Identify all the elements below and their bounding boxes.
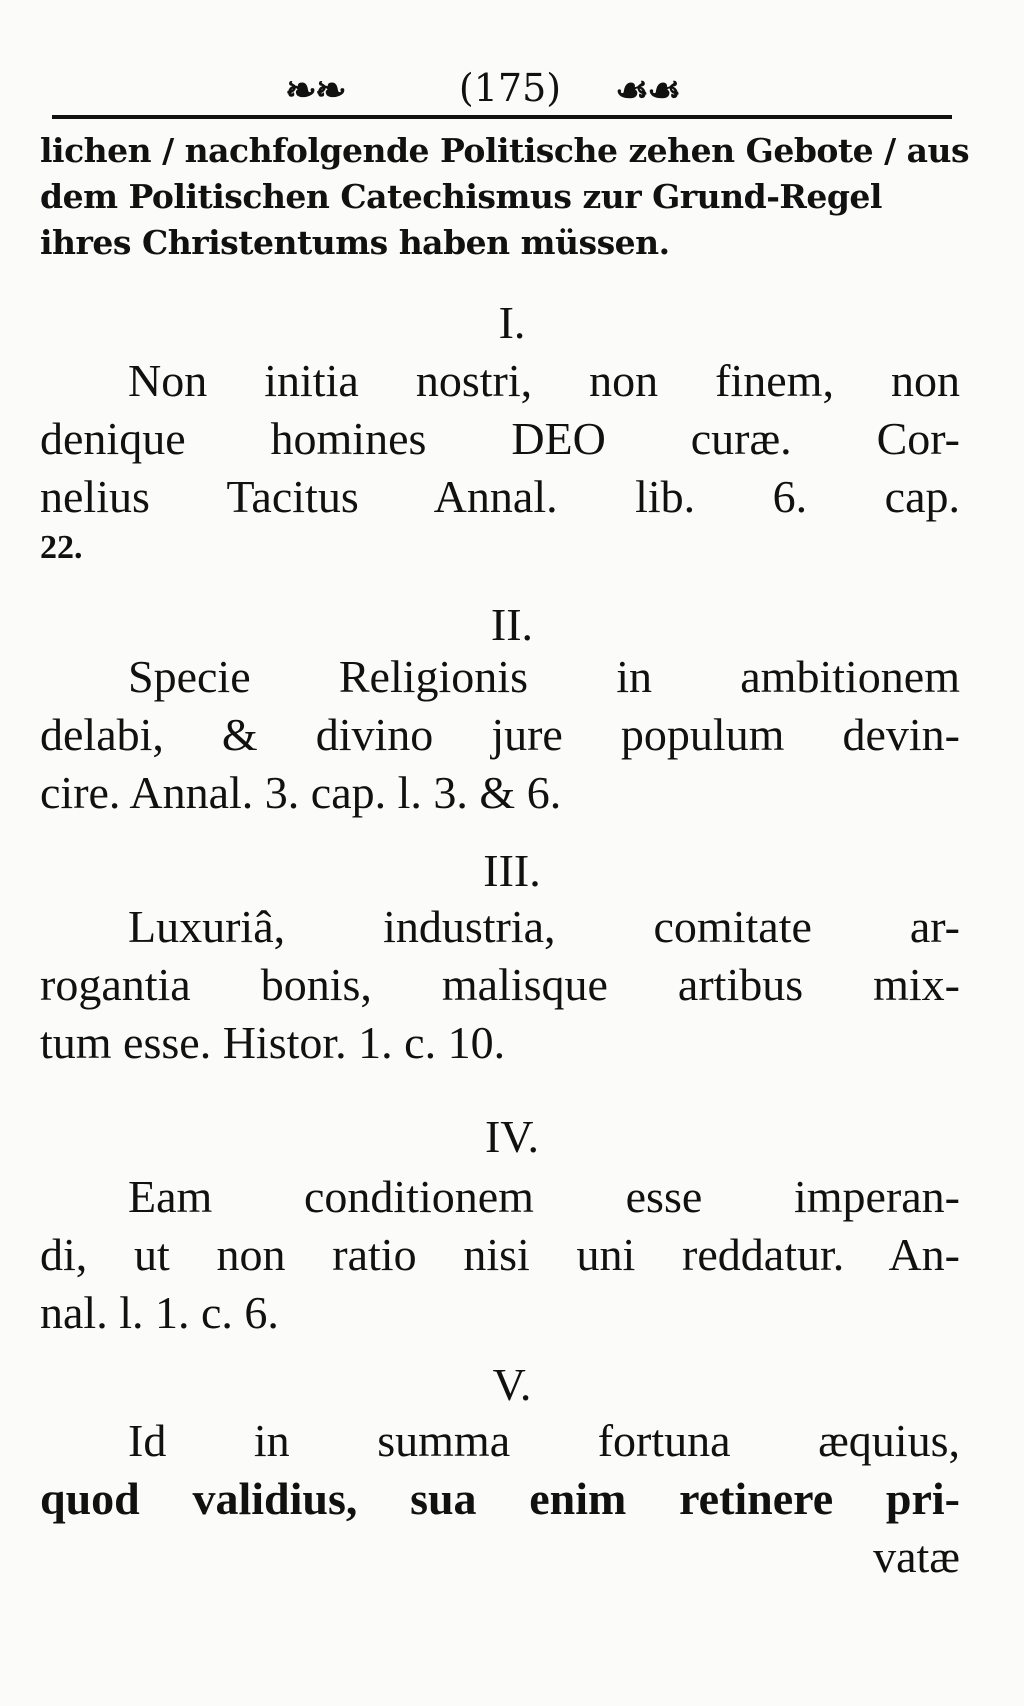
section-numeral-4: IV.: [484, 1111, 540, 1162]
text-line: nal. l. 1. c. 6.: [40, 1287, 279, 1338]
text-line: Non initia nostri, non finem, non: [128, 355, 960, 406]
section-numeral-5: V.: [492, 1359, 532, 1410]
section-numeral-2: II.: [490, 599, 534, 650]
text-line: Specie Religionis in ambitionem: [128, 651, 960, 702]
section-numeral-3: III.: [483, 845, 541, 896]
text-line: delabi, & divino jure populum devin-: [40, 709, 960, 760]
ornament-right: ☙☙: [615, 67, 680, 112]
text-line: Id in summa fortuna æquius,: [128, 1415, 960, 1466]
text-line: denique homines DEO curæ. Cor-: [40, 413, 960, 464]
head-rule: [52, 115, 952, 119]
text-line: nelius Tacitus Annal. lib. 6. cap.: [40, 471, 960, 522]
fraktur-line: lichen / nachfolgende Politische zehen Gebote / aus: [40, 131, 970, 170]
text-line: quod validius, sua enim retinere pri-: [40, 1473, 960, 1524]
text-line: di, ut non ratio nisi uni reddatur. An-: [40, 1229, 960, 1280]
text-line: rogantia bonis, malisque artibus mix-: [40, 959, 960, 1010]
running-head: [40, 58, 960, 118]
text-line: cire. Annal. 3. cap. l. 3. & 6.: [40, 767, 562, 818]
section-numeral-1: I.: [498, 297, 526, 348]
ornament-left: ❧❧: [285, 67, 345, 112]
catchword: vatæ: [873, 1531, 960, 1582]
section-text-2: [40, 648, 960, 822]
text-line: Luxuriâ, industria, comitate ar-: [128, 901, 960, 952]
page-number: (175): [458, 66, 562, 110]
text-line: tum esse. Histor. 1. c. 10.: [40, 1017, 506, 1068]
fraktur-line: dem Politischen Catechismus zur Grund-Regel: [40, 177, 882, 216]
section-text-1: [40, 352, 960, 570]
fraktur-continuation: [40, 128, 970, 266]
text-line: Eam conditionem esse imperan-: [128, 1171, 960, 1222]
text-line: 22.: [40, 529, 83, 566]
fraktur-line: ihres Christentums haben müssen.: [40, 223, 670, 262]
section-text-4: [40, 1168, 960, 1342]
section-text-3: [40, 898, 960, 1072]
section-text-5: [40, 1412, 960, 1586]
